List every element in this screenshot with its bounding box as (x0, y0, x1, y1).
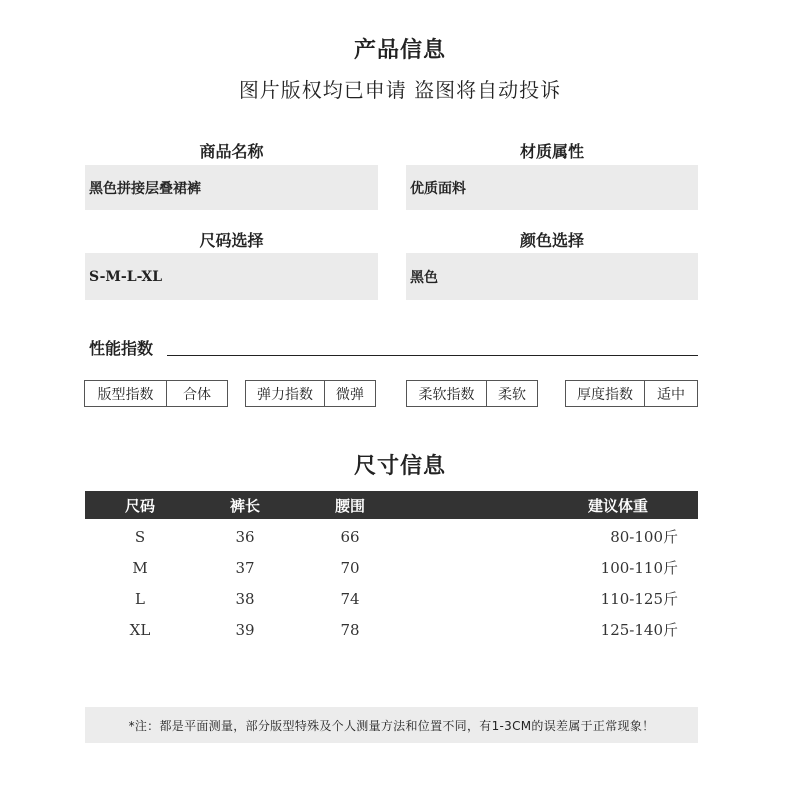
measurement-note: *注：都是平面测量，部分版型特殊及个人测量方法和位置不同，有1-3CM的误差属于正常现象！ (85, 707, 698, 743)
color-select-label: 颜色选择 (519, 231, 584, 250)
cell-waist: 66 (340, 527, 360, 546)
cell-size: M (132, 558, 148, 577)
metric-name: 厚度指数 (566, 381, 645, 406)
size-select-value: S-M-L-XL (85, 253, 378, 300)
header-size: 尺码 (124, 496, 155, 515)
table-row (85, 552, 698, 583)
color-select-value: 黑色 (406, 253, 698, 300)
metric-value: 柔软 (498, 386, 526, 403)
page-title: 产品信息 (353, 38, 446, 63)
product-name-value: 黑色拼接层叠裙裤 (85, 165, 378, 210)
header-waist: 腰围 (334, 496, 365, 515)
metric-name: 版型指数 (85, 381, 167, 406)
cell-length: 36 (235, 527, 255, 546)
header-length: 裤长 (229, 496, 260, 515)
metric-softness (406, 380, 538, 407)
cell-length: 39 (235, 620, 255, 639)
size-table-header (85, 491, 698, 519)
cell-waist: 78 (340, 620, 360, 639)
metric-name: 弹力指数 (246, 381, 325, 406)
performance-title: 性能指数 (89, 339, 154, 358)
cell-weight: 80-100斤 (610, 528, 678, 546)
metric-value: 适中 (657, 386, 685, 403)
cell-length: 38 (235, 589, 255, 608)
metric-value: 微弹 (336, 386, 364, 403)
header-weight: 建议体重 (587, 496, 648, 515)
metric-elasticity (245, 380, 376, 407)
copyright-notice: 图片版权均已申请 盗图将自动投诉 (238, 78, 562, 102)
cell-weight: 100-110斤 (600, 559, 678, 577)
cell-waist: 70 (340, 558, 360, 577)
table-row (85, 583, 698, 614)
table-row (85, 521, 698, 552)
metric-name: 柔软指数 (407, 381, 487, 406)
cell-size: XL (129, 620, 151, 639)
product-name-label: 商品名称 (199, 142, 264, 161)
size-info-title: 尺寸信息 (353, 454, 446, 479)
cell-size: S (134, 527, 146, 546)
metric-value: 合体 (183, 386, 211, 403)
cell-weight: 110-125斤 (600, 590, 678, 608)
cell-waist: 74 (340, 589, 360, 608)
cell-size: L (135, 589, 145, 608)
cell-length: 37 (235, 558, 255, 577)
material-label: 材质属性 (519, 142, 584, 161)
cell-weight: 125-140斤 (600, 621, 678, 639)
metric-thickness (565, 380, 698, 407)
metric-fit (84, 380, 228, 407)
table-row (85, 614, 698, 645)
size-select-label: 尺码选择 (199, 231, 264, 250)
material-value: 优质面料 (406, 165, 698, 210)
performance-underline (167, 355, 698, 356)
